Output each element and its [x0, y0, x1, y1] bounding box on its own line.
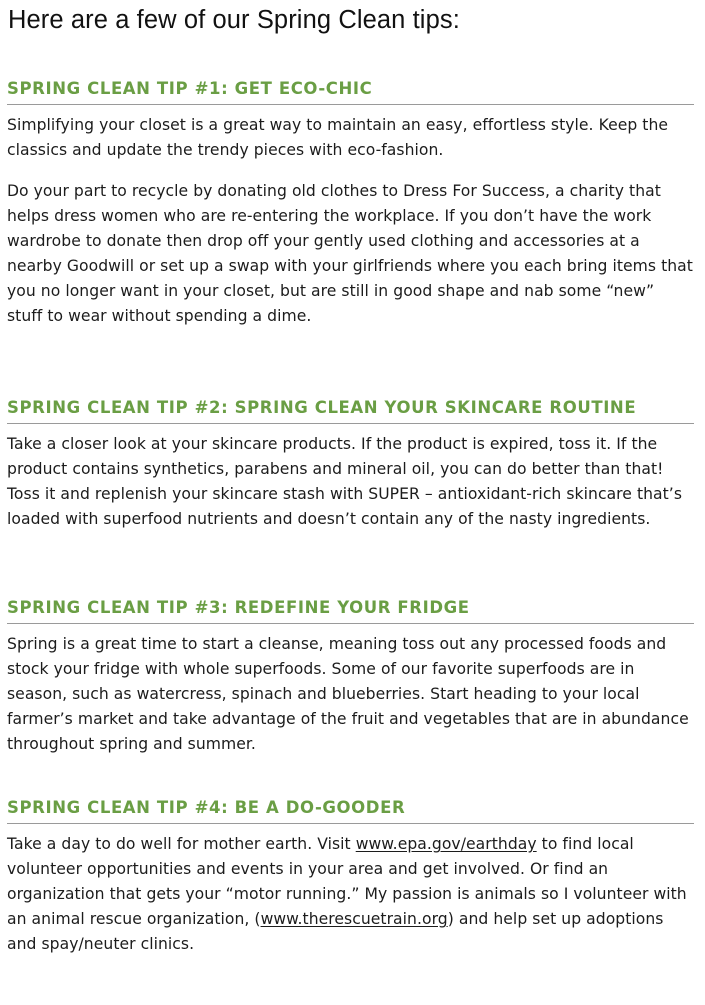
- tip-text: ) and help set up adoptions and spay/neuter clinics.: [7, 910, 664, 953]
- tip-section-3: [7, 598, 694, 757]
- tip-paragraph: Spring is a great time to start a cleanse, meaning toss out any processed foods and stock your fridge with whole superfoods. Some of our favorite superfoods are in season, such as watercress, spinach and blueberries. Start heading to your local farmer’s market and take advantage of the fruit and vegetables that are in abundance throughout spring and summer.: [7, 635, 689, 753]
- tip-paragraph: [7, 832, 694, 957]
- tip-text: Take a day to do well for mother earth. Visit: [7, 835, 356, 853]
- tip-heading: SPRING CLEAN TIP #2: SPRING CLEAN YOUR SKINCARE ROUTINE: [7, 398, 694, 424]
- tip-heading: SPRING CLEAN TIP #3: REDEFINE YOUR FRIDGE: [7, 598, 694, 624]
- tip-paragraph: Take a closer look at your skincare products. If the product is expired, toss it. If the product contains synthetics, parabens and mineral oil, you can do better than that! Toss it and replenish your skincare stash with SUPER – antioxidant-rich skincare that’s loaded with superfood nutrients and doesn’t contain any of the nasty ingredients.: [7, 435, 682, 528]
- tip-text: to find local volunteer opportunities and events in your area and get involved. Or find an organization that gets your “motor running.” My passion is animals so I volunteer with an animal rescue organization, (: [7, 835, 687, 928]
- tip-paragraph: Do your part to recycle by donating old clothes to Dress For Success, a charity that helps dress women who are re-entering the workplace. If you don’t have the work wardrobe to donate then drop off your gently used clothing and accessories at a nearby Goodwill or set up a swap with your girlfriends where you each bring items that you no longer want in your closet, but are still in good shape and nab some “new” stuff to wear without spending a dime.: [7, 182, 693, 325]
- tip-heading: SPRING CLEAN TIP #1: GET ECO-CHIC: [7, 79, 694, 105]
- page-title: Here are a few of our Spring Clean tips:: [8, 6, 460, 34]
- tip-section-2: [7, 398, 694, 532]
- rescue-train-link[interactable]: www.therescuetrain.org: [260, 910, 448, 928]
- tip-paragraph: Simplifying your closet is a great way to maintain an easy, effortless style. Keep the classics and update the trendy pieces with eco-fashion.: [7, 116, 669, 159]
- epa-earthday-link[interactable]: www.epa.gov/earthday: [355, 835, 537, 853]
- tip-heading: SPRING CLEAN TIP #4: BE A DO-GOODER: [7, 798, 694, 824]
- tip-section-4: [7, 798, 694, 957]
- tip-section-1: [7, 79, 694, 329]
